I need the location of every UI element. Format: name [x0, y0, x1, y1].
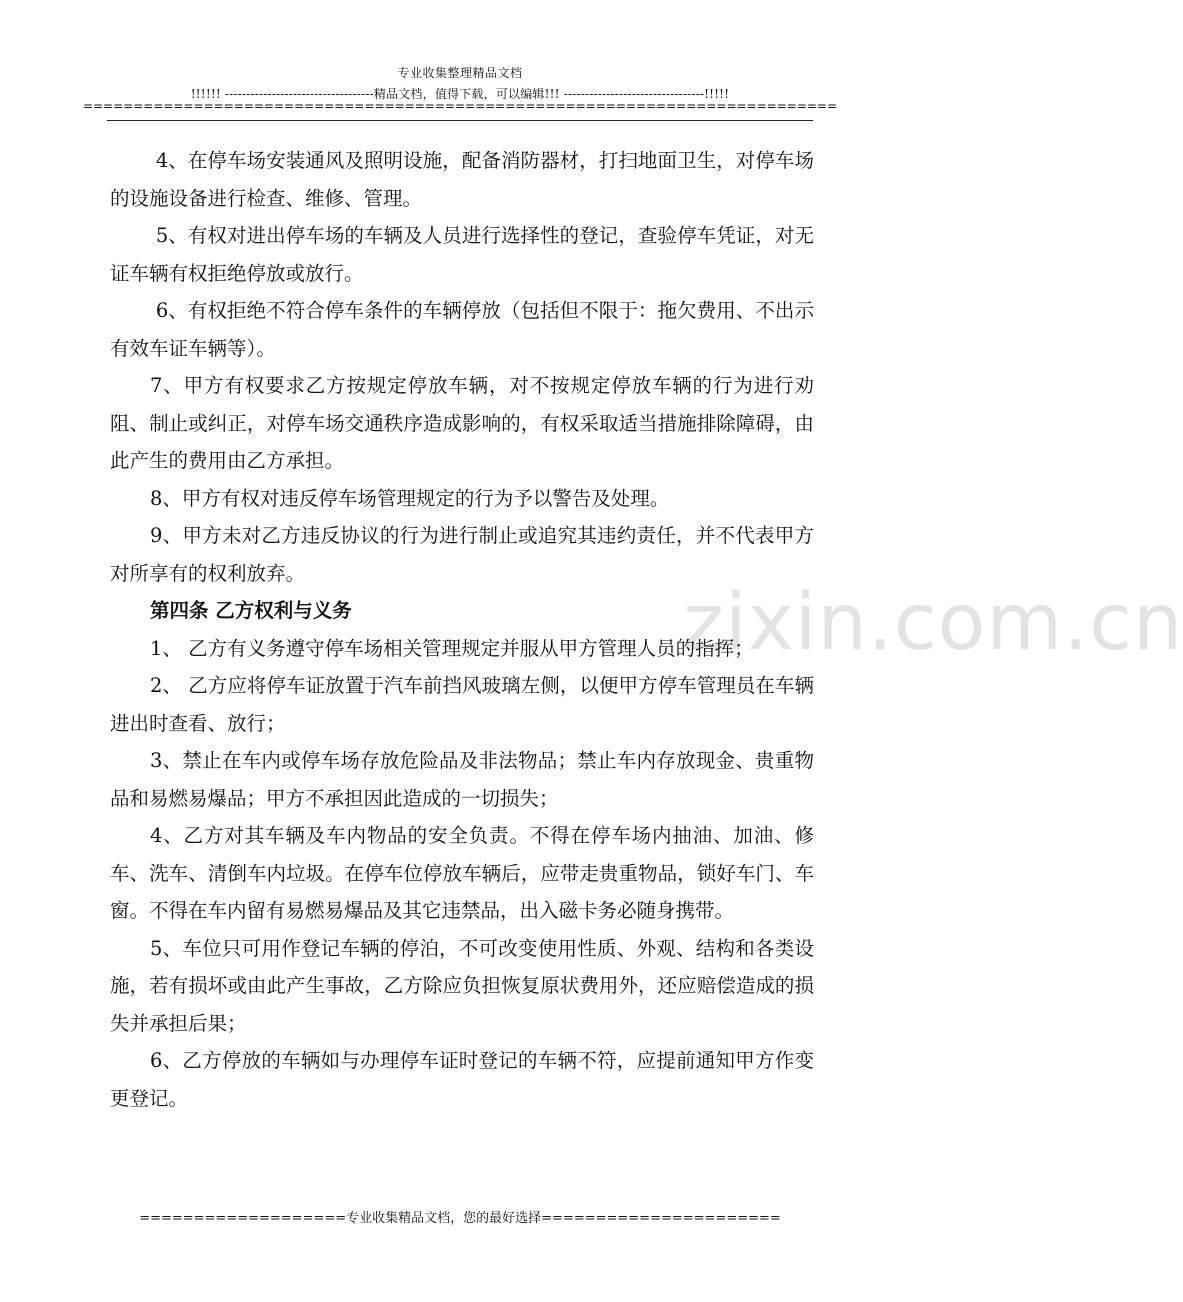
paragraph-5: 5、有权对进出停车场的车辆及人员进行选择性的登记，查验停车凭证，对无证车辆有权拒绝停放或放行。 — [110, 224, 814, 285]
section-item-4: 4、乙方对其车辆及车内物品的安全负责。不得在停车场内抽油、加油、修车、洗车、清倒车内垃圾。在停车位停放车辆后，应带走贵重物品，锁好车门、车窗。不得在车内留有易燃易爆品及其它违禁品，出入磁卡务必随身携带。 — [110, 824, 814, 922]
footer-banner: ===================专业收集精品文档，您的最好选择====================== — [139, 1211, 781, 1226]
document-body — [110, 142, 814, 1117]
paragraph-9: 9、甲方未对乙方违反协议的行为进行制止或追究其违约责任，并不代表甲方对所享有的权利放弃。 — [110, 524, 814, 585]
paragraph-8: 8、甲方有权对违反停车场管理规定的行为予以警告及处理。 — [149, 486, 670, 510]
section-item-2: 2、 乙方应将停车证放置于汽车前挡风玻璃左侧，以便甲方停车管理员在车辆进出时查看、放行； — [110, 674, 814, 735]
section-item-3: 3、禁止在车内或停车场存放危险品及非法物品；禁止车内存放现金、贵重物品和易燃易爆品；甲方不承担因此造成的一切损失； — [110, 749, 814, 810]
watermark: zixin.com.cn — [683, 578, 1183, 668]
section-item-5: 5、车位只可用作登记车辆的停泊，不可改变使用性质、外观、结构和各类设施，若有损坏或由此产生事故，乙方除应负担恢复原状费用外，还应赔偿造成的损失并承担后果； — [110, 936, 814, 1035]
paragraph-4: 4、在停车场安装通风及照明设施，配备消防器材，打扫地面卫生，对停车场的设施设备进行检查、维修、管理。 — [110, 149, 814, 210]
section-item-1: 1、 乙方有义务遵守停车场相关管理规定并服从甲方管理人员的指挥； — [149, 636, 754, 660]
paragraph-7: 7、甲方有权要求乙方按规定停放车辆，对不按规定停放车辆的行为进行劝阻、制止或纠正，对停车场交通秩序造成影响的，有权采取适当措施排除障碍，由此产生的费用由乙方承担。 — [110, 374, 814, 472]
paragraph-6: 6、有权拒绝不符合停车条件的车辆停放（包括但不限于：拖欠费用、不出示有效车证车辆等）。 — [110, 299, 814, 360]
section-heading: 第四条 乙方权利与义务 — [149, 599, 352, 622]
header-divider-text: =========================================================================== — [82, 99, 838, 113]
header-title: 专业收集整理精品文档 — [397, 66, 523, 80]
section-item-6: 6、乙方停放的车辆如与办理停车证时登记的车辆不符，应提前通知甲方作变更登记。 — [110, 1049, 814, 1110]
header-rule — [107, 120, 813, 121]
header-banner: !!!!!! -----------------------------------精品文档，值得下载，可以编辑!!! ---------------------------------!!!!! — [190, 87, 730, 101]
